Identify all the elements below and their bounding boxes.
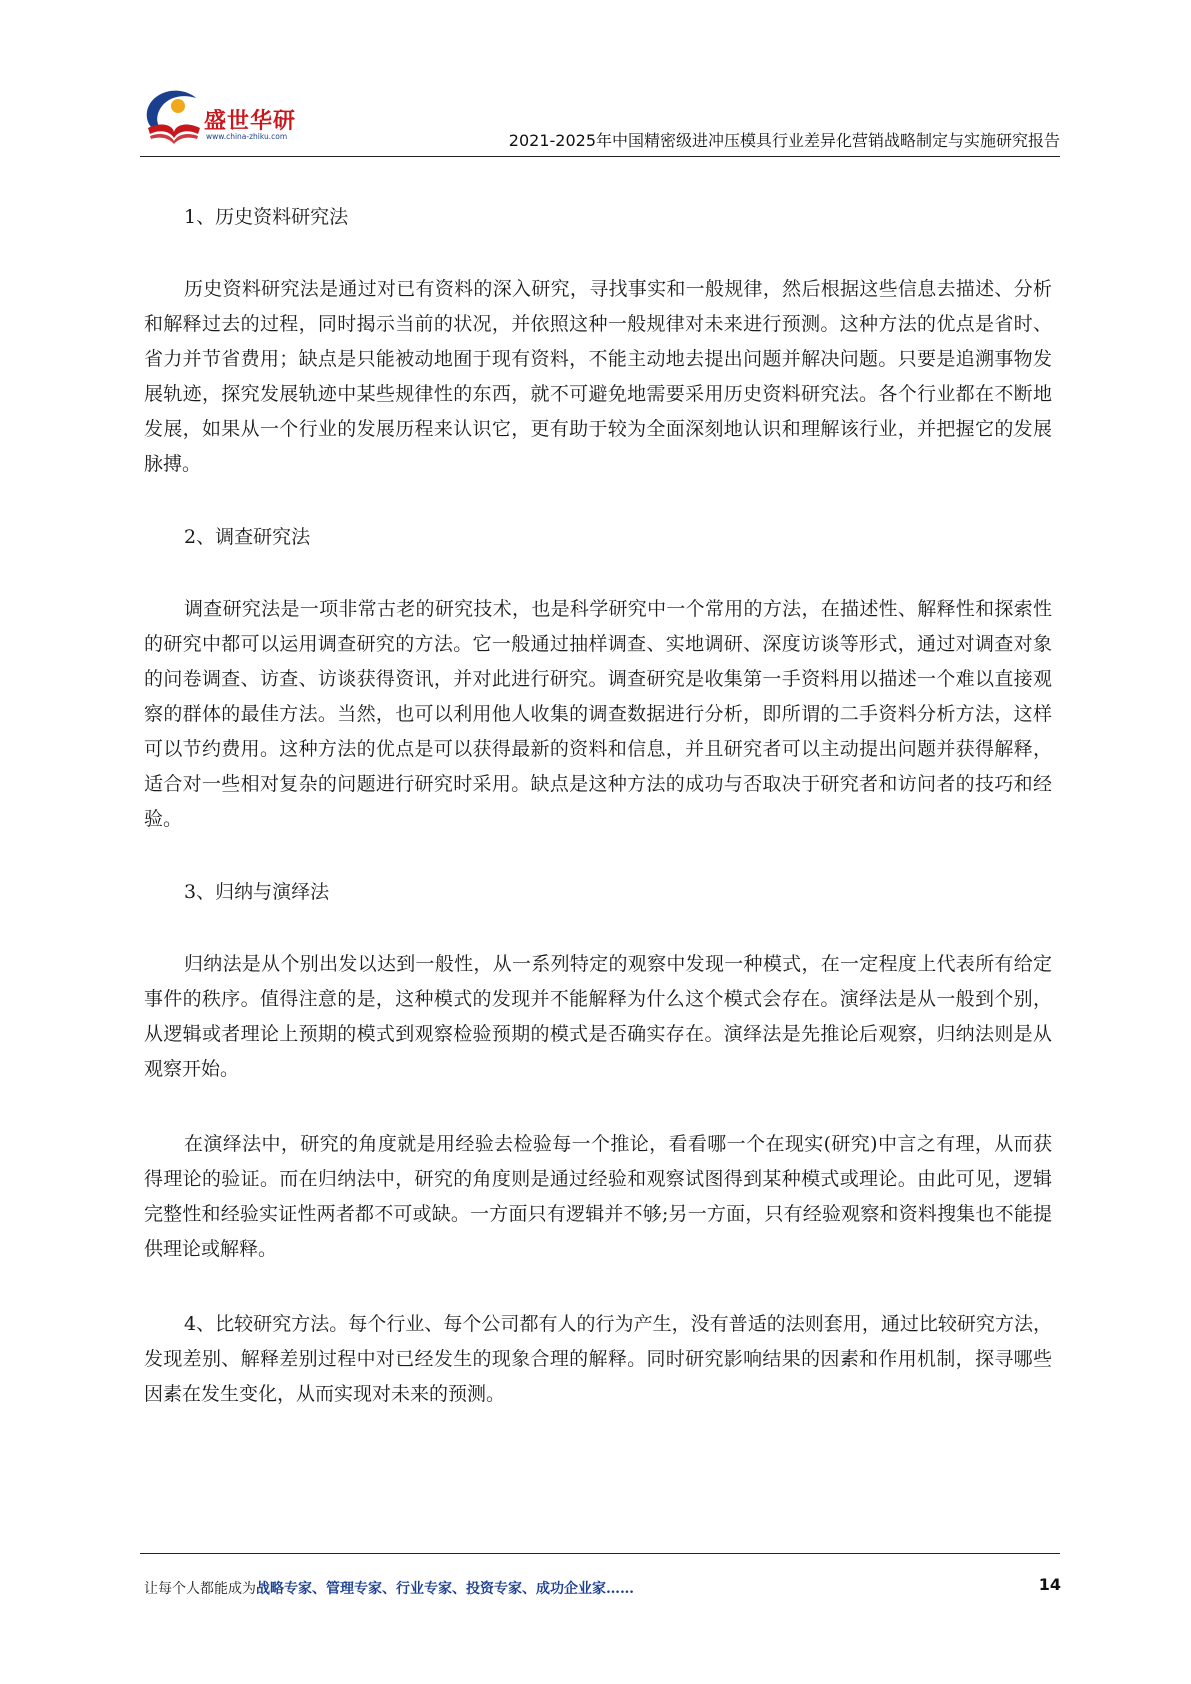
page-header	[140, 80, 1060, 158]
section-heading: 1、历史资料研究法	[184, 206, 349, 228]
section-heading: 3、归纳与演绎法	[184, 881, 330, 903]
page-number: 14	[1038, 1575, 1061, 1594]
company-logo	[140, 80, 310, 150]
paragraph: 调查研究法是一项非常古老的研究技术，也是科学研究中一个常用的方法，在描述性、解释性和探索性的研究中都可以运用调查研究的方法。它一般通过抽样调查、实地调研、深度访谈等形式，通过对调查对象的问卷调查、访查、访谈获得资讯，并对此进行研究。调查研究是收集第一手资料用以描述一个难以直接观察的群体的最佳方法。当然，也可以利用他人收集的调查数据进行分析，即所谓的二手资料分析方法，这样可以节约费用。这种方法的优点是可以获得最新的资料和信息，并且研究者可以主动提出问题并获得解释，适合对一些相对复杂的问题进行研究时采用。缺点是这种方法的成功与否取决于研究者和访问者的技巧和经验。	[144, 598, 1052, 830]
logo-url: www.china-zhiku.com	[206, 132, 288, 141]
footer-slogan-prefix: 让每个人都能成为	[144, 1581, 256, 1597]
header-divider	[140, 156, 1060, 157]
logo-name: 盛世华研	[204, 109, 297, 134]
footer-slogan	[144, 1578, 634, 1598]
paragraph: 历史资料研究法是通过对已有资料的深入研究，寻找事实和一般规律，然后根据这些信息去描述、分析和解释过去的过程，同时揭示当前的状况，并依照这种一般规律对未来进行预测。这种方法的优点是省时、省力并节省费用；缺点是只能被动地囿于现有资料，不能主动地去提出问题并解决问题。只要是追溯事物发展轨迹，探究发展轨迹中某些规律性的东西，就不可避免地需要采用历史资料研究法。各个行业都在不断地发展，如果从一个行业的发展历程来认识它，更有助于较为全面深刻地认识和理解该行业，并把握它的发展脉搏。	[144, 278, 1052, 475]
logo-emblem-icon	[140, 84, 204, 146]
paragraph: 归纳法是从个别出发以达到一般性，从一系列特定的观察中发现一种模式，在一定程度上代表所有给定事件的秩序。值得注意的是，这种模式的发现并不能解释为什么这个模式会存在。演绎法是从一般到个别，从逻辑或者理论上预期的模式到观察检验预期的模式是否确实存在。演绎法是先推论后观察，归纳法则是从观察开始。	[144, 953, 1052, 1080]
page-body	[144, 202, 1052, 1452]
footer-slogan-roles: 战略专家、管理专家、行业专家、投资专家、成功企业家……	[256, 1581, 634, 1597]
section-heading: 2、调查研究法	[184, 526, 311, 548]
report-title: 2021-2025年中国精密级进冲压模具行业差异化营销战略制定与实施研究报告	[508, 131, 1060, 150]
footer-divider	[140, 1553, 1060, 1554]
paragraph: 4、比较研究方法。每个行业、每个公司都有人的行为产生，没有普适的法则套用，通过比较研究方法，发现差别、解释差别过程中对已经发生的现象合理的解释。同时研究影响结果的因素和作用机制，探寻哪些因素在发生变化，从而实现对未来的预测。	[144, 1313, 1052, 1405]
paragraph: 在演绎法中，研究的角度就是用经验去检验每一个推论，看看哪一个在现实(研究)中言之有理，从而获得理论的验证。而在归纳法中，研究的角度则是通过经验和观察试图得到某种模式或理论。由此可见，逻辑完整性和经验实证性两者都不可或缺。一方面只有逻辑并不够;另一方面，只有经验观察和资料搜集也不能提供理论或解释。	[144, 1133, 1052, 1260]
